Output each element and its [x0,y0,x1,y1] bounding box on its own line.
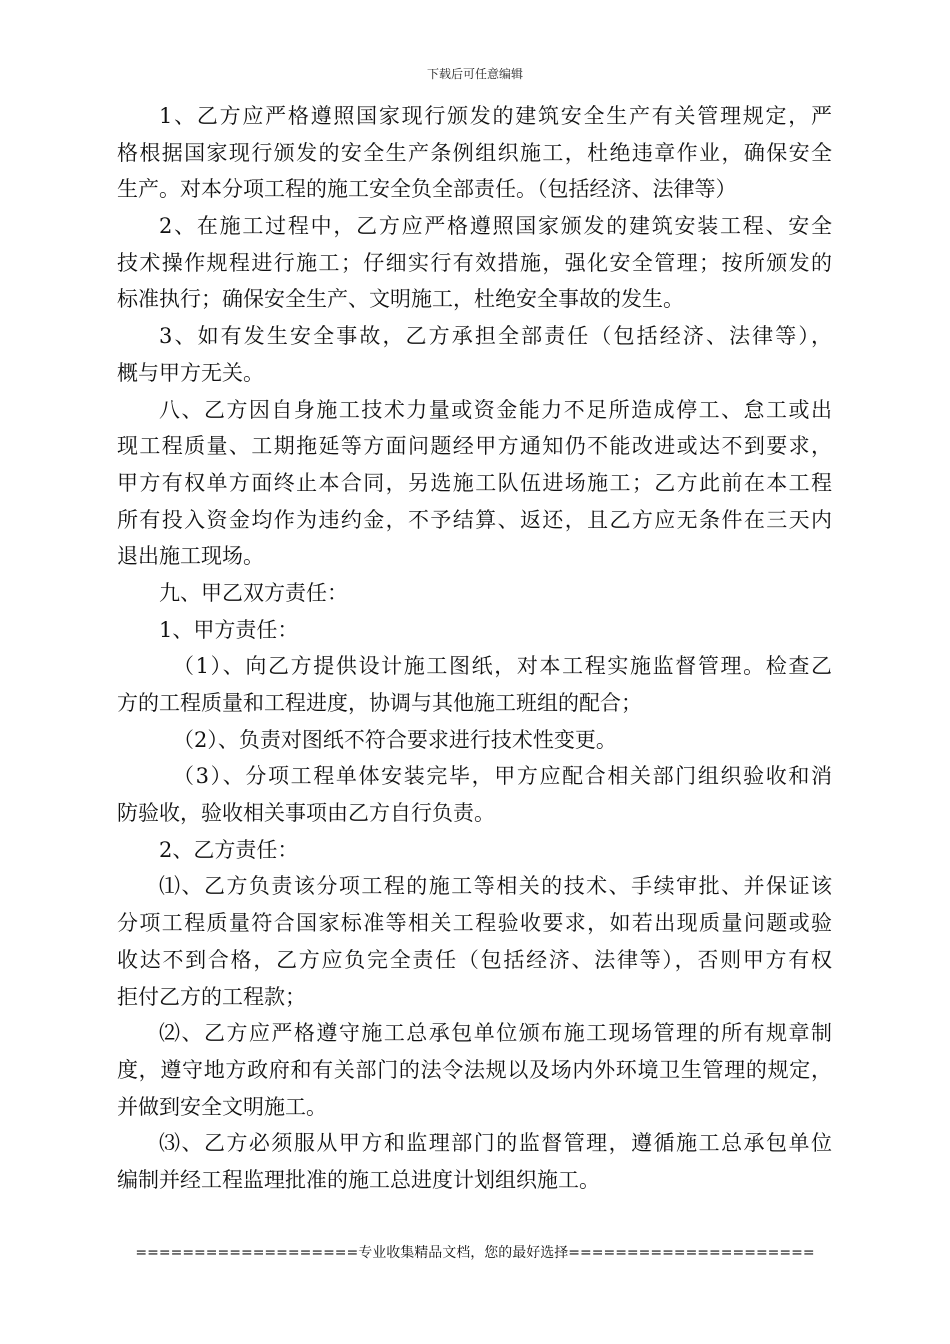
body-text-line: 所有投入资金均作为违约金，不予结算、返还，且乙方应无条件在三天内 [117,507,832,532]
body-text-line: （1）、向乙方提供设计施工图纸，对本工程实施监督管理。检查乙 [173,654,832,679]
body-text-line: 方的工程质量和工程进度，协调与其他施工班组的配合； [117,691,642,715]
body-text-line: 3、如有发生安全事故，乙方承担全部责任（包括经济、法律等）， [159,324,832,349]
body-text-line: 2、在施工过程中，乙方应严格遵照国家颁发的建筑安装工程、安全 [159,214,832,239]
body-text-line: 并做到安全文明施工。 [117,1094,327,1119]
body-text-line: 收达不到合格，乙方应负完全责任（包括经济、法律等），否则甲方有权 [117,947,832,972]
body-text-line: 分项工程质量符合国家标准等相关工程验收要求，如若出现质量问题或验 [117,911,832,936]
body-text-line: 格根据国家现行颁发的安全生产条例组织施工，杜绝违章作业，确保安全 [117,140,832,165]
body-text-line: （3）、分项工程单体安装完毕，甲方应配合相关部门组织验收和消 [173,764,832,789]
body-text-line: ⑶、乙方必须服从甲方和监理部门的监督管理，遵循施工总承包单位 [159,1131,832,1156]
body-text-line: 防验收，验收相关事项由乙方自行负责。 [117,801,495,826]
page-header-note: 下载后可任意编辑 [426,67,523,81]
body-text-line: ⑴、乙方负责该分项工程的施工等相关的技术、手续审批、并保证该 [159,874,832,899]
body-text-line: 度，遵守地方政府和有关部门的法令法规以及场内外环境卫生管理的规定， [117,1057,832,1082]
body-text-line: 拒付乙方的工程款； [117,984,306,1009]
body-text-line: 1、甲方责任： [159,617,299,642]
body-text-line: 九、甲乙双方责任： [159,580,348,605]
body-text-line: 编制并经工程监理批准的施工总进度计划组织施工。 [117,1167,600,1192]
body-text-line: 现工程质量、工期拖延等方面问题经甲方通知仍不能改进或达不到要求， [117,434,832,459]
body-text-line: （2）、负责对图纸不符合要求进行技术性变更。 [173,727,617,752]
body-text-line: 退出施工现场。 [117,544,264,569]
body-text-line: 概与甲方无关。 [117,360,264,385]
body-text-line: 标准执行；确保安全生产、文明施工，杜绝安全事故的发生。 [117,287,684,312]
document-body [117,98,832,1199]
body-text-line: 1、乙方应严格遵照国家现行颁发的建筑安全生产有关管理规定，严 [159,104,832,128]
page-footer-banner: ===================专业收集精品文档，您的最好选择===================== [135,1245,815,1261]
body-text-line: 2、乙方责任： [159,837,299,862]
body-text-line: ⑵、乙方应严格遵守施工总承包单位颁布施工现场管理的所有规章制 [159,1021,832,1046]
body-text-line: 技术操作规程进行施工；仔细实行有效措施，强化安全管理；按所颁发的 [117,250,832,275]
body-text-line: 生产。对本分项工程的施工安全负全部责任。（包括经济、法律等） [117,177,737,202]
body-text-line: 甲方有权单方面终止本合同，另选施工队伍进场施工；乙方此前在本工程 [117,470,832,495]
body-text-line: 八、乙方因自身施工技术力量或资金能力不足所造成停工、怠工或出 [159,397,832,422]
